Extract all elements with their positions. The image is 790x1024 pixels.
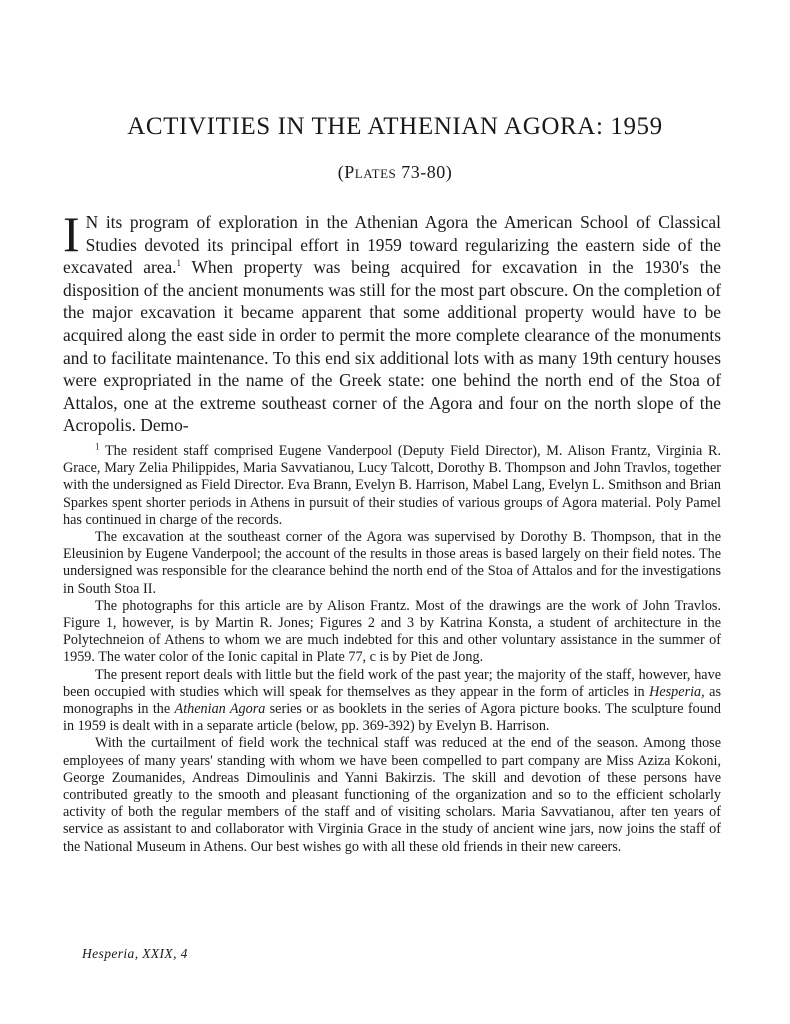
footnotes — [63, 443, 721, 856]
footnote-paragraph-5: With the curtailment of field work the technical staff was reduced at the end of the season. Among those employees of many years' standing with whom we have been compelled to part company are Miss Aziza Kokoni, George Zoumanides, Andreas Dimoulinis and Yanni Bakirzis. The skill and devotion of these persons have contributed greatly to the smooth and pleasant functioning of the organization and so to the efficient scholarly activity of both the regular members of the staff and of visiting scholars. Maria Savvatianou, after ten years of service as assistant to and collaborator with Virginia Grace in the study of ancient wine jars, now joins the staff of the National Museum in Athens. Our best wishes go with all these old friends in their new careers. — [63, 735, 721, 855]
footnote-paragraph-4 — [63, 667, 721, 736]
footnote-paragraph-3: The photographs for this article are by Alison Frantz. Most of the drawings are the work of John Travlos. Figure 1, however, is by Martin R. Jones; Figures 2 and 3 by Katrina Konsta, a student of architecture in the Polytechneion of Athens to whom we are much indebted for this and other voluntary assistance in the summer of 1959. The water color of the Ionic capital in Plate 77, c is by Piet de Jong. — [63, 597, 721, 666]
series-title: Athenian Agora — [174, 701, 266, 718]
running-footer: Hesperia, XXIX, 4 — [82, 946, 188, 961]
journal-title: Hesperia, — [649, 683, 705, 700]
footnote-4-text-b: as monographs in the — [63, 683, 721, 718]
footnote-ref[interactable]: 1 — [176, 258, 182, 269]
article-title: ACTIVITIES IN THE ATHENIAN AGORA: 1959 — [127, 113, 663, 140]
intro-rest: When property was being acquired for excavation in the 1930's the disposition of the ancient monuments was still for the most part obscure. On the completion of the major excavation it became apparent that some additional property would have to be acquired along the east side in order to permit the more complete clearance of the monuments and to facilitate maintenance. To this end six additional lots with as many 19th century houses were expropriated in the name of the Greek state: one behind the north end of the Stoa of Attalos, one at the extreme southeast corner of the Agora and four on the north slope of the Acropolis. Demo- — [63, 257, 722, 436]
intro-lead: N its program of exploration in the Athenian Agora the American School of Classical Studies devoted its principal effort in 1959 toward regularizing the eastern side of the excavated area. — [63, 212, 721, 278]
drop-cap: I — [63, 206, 80, 262]
plates-reference: (Plates 73-80) — [337, 162, 453, 182]
footnote-4-text-c: series or as booklets in the series of Agora picture books. The sculpture found in 1959 is dealt with in a separate article (below, pp. 369-392) by Evelyn B. Harrison. — [63, 701, 721, 735]
intro-paragraph — [63, 206, 722, 437]
footnote-1-text: The resident staff comprised Eugene Vanderpool (Deputy Field Director), M. Alison Frantz, Virginia R. Grace, Mary Zelia Philippides, Maria Savvatianou, Lucy Talcott, Dorothy B. Thompson and John Travlos, together with the undersigned as Field Director. Eva Brann, Evelyn B. Harrison, Mabel Lang, Evelyn L. Smithson and Brian Sparkes spent shorter periods in Athens in pursuit of their studies of various groups of Agora material. Poly Pamel has continued in charge of the records. — [63, 443, 721, 528]
footnote-4-text-a: The present report deals with little but the field work of the past year; the majority of the staff, however, have been occupied with studies which will speak for themselves as they appear in the form of articles in — [63, 666, 721, 700]
footnote-1 — [63, 443, 721, 529]
footnote-paragraph-2: The excavation at the southeast corner of the Agora was supervised by Dorothy B. Thompson, that in the Eleusinion by Eugene Vanderpool; the account of the results in those areas is based largely on their field notes. The undersigned was responsible for the clearance behind the north end of the Stoa of Attalos and for the investigations in South Stoa II. — [63, 529, 721, 597]
footnote-number: 1 — [95, 441, 100, 452]
